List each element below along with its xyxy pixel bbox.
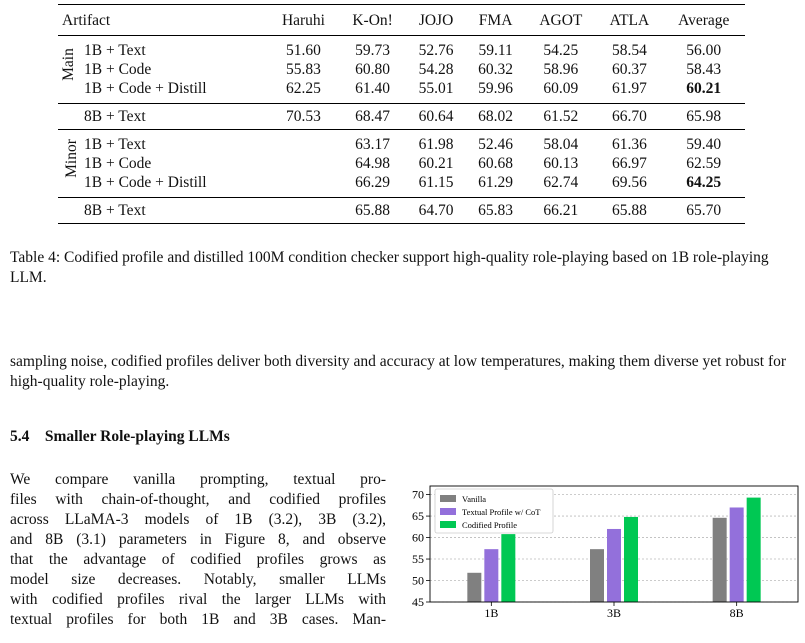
table-cell: 60.37 bbox=[611, 61, 647, 78]
header-average: Average bbox=[662, 5, 745, 36]
table-row bbox=[58, 60, 745, 79]
legend-label: Vanilla bbox=[462, 494, 487, 504]
table-cell: 54.25 bbox=[543, 42, 579, 59]
table-cell: 52.46 bbox=[466, 130, 526, 155]
reference-row bbox=[58, 198, 745, 224]
section-number: 5.4 bbox=[10, 428, 30, 445]
table-cell: 59.73 bbox=[355, 42, 391, 59]
table-cell: 62.74 bbox=[543, 174, 579, 191]
table-header-row bbox=[58, 5, 745, 36]
table-row bbox=[58, 36, 745, 61]
bar-codified-profile-3b bbox=[624, 517, 638, 602]
best-average-value: 64.25 bbox=[686, 174, 722, 191]
chart-legend bbox=[435, 489, 553, 533]
table-cell bbox=[662, 79, 745, 104]
body-paragraph: sampling noise, codified profiles deliver both diversity and accuracy at low temperatures, making them diverse yet robust for high-quality role-playing. bbox=[10, 353, 787, 390]
section-paragraph bbox=[10, 470, 386, 630]
table-cell: 59.11 bbox=[478, 42, 513, 59]
table-row bbox=[58, 173, 745, 198]
table-cell: 66.21 bbox=[525, 198, 596, 224]
table-cell bbox=[662, 173, 745, 198]
row-artifact-name: 1B + Code + Distill bbox=[84, 80, 207, 97]
paragraph-line: textual profiles for both 1B and 3B cases. Man- bbox=[10, 611, 386, 628]
model-size-bar-chart bbox=[388, 478, 802, 643]
table-cell: 69.56 bbox=[611, 174, 647, 191]
table-cell: 68.47 bbox=[339, 104, 406, 130]
table-cell: 59.40 bbox=[662, 130, 745, 155]
table-cell: 70.53 bbox=[268, 104, 339, 130]
table-caption: Table 4: Codified profile and distilled 100M condition checker support high-quality role-playing based on 1B role-playing LLM. bbox=[10, 249, 769, 286]
group-label: Main bbox=[59, 47, 77, 81]
header-fma: FMA bbox=[466, 5, 526, 36]
table-row bbox=[58, 154, 745, 173]
header-haruhi: Haruhi bbox=[268, 5, 339, 36]
table-cell bbox=[268, 198, 339, 224]
table-cell: 61.15 bbox=[418, 174, 454, 191]
table-cell: 65.88 bbox=[596, 198, 662, 224]
table-cell: 65.83 bbox=[466, 198, 526, 224]
section-title: Smaller Role-playing LLMs bbox=[44, 428, 230, 445]
header-jojo: JOJO bbox=[406, 5, 466, 36]
table-cell bbox=[268, 154, 339, 173]
table-cell: 60.64 bbox=[406, 104, 466, 130]
bar-textual-profile-w-cot-1b bbox=[484, 549, 498, 602]
results-table bbox=[58, 4, 745, 224]
legend-label: Textual Profile w/ CoT bbox=[462, 507, 541, 517]
table-cell: 58.54 bbox=[611, 42, 647, 59]
table-cell: 54.28 bbox=[418, 61, 454, 78]
table-cell: 60.21 bbox=[418, 155, 454, 172]
header-k-on: K-On! bbox=[339, 5, 406, 36]
row-artifact-name: 8B + Text bbox=[58, 198, 268, 224]
table-cell: 61.97 bbox=[611, 80, 647, 97]
bar-vanilla-8b bbox=[713, 518, 727, 602]
section-heading bbox=[10, 428, 230, 446]
header-agot: AGOT bbox=[525, 5, 596, 36]
table-cell: 65.98 bbox=[662, 104, 745, 130]
y-tick-label: 65 bbox=[412, 509, 424, 524]
legend-swatch bbox=[440, 508, 456, 515]
row-artifact-name: 8B + Text bbox=[58, 104, 268, 130]
table-cell: 52.76 bbox=[418, 42, 454, 59]
y-tick-label: 45 bbox=[412, 595, 424, 609]
table-cell: 65.88 bbox=[339, 198, 406, 224]
table-cell: 58.96 bbox=[543, 61, 579, 78]
table-cell: 60.09 bbox=[543, 80, 579, 97]
x-tick-label: 3B bbox=[606, 606, 622, 620]
table-cell: 59.96 bbox=[478, 80, 514, 97]
x-tick-label: 8B bbox=[729, 606, 744, 620]
table-cell: 64.98 bbox=[355, 155, 391, 172]
table-cell: 61.40 bbox=[355, 80, 391, 97]
table-cell: 55.01 bbox=[418, 80, 454, 97]
table-row bbox=[58, 130, 745, 155]
table-cell bbox=[268, 130, 339, 155]
y-tick-label: 50 bbox=[412, 573, 424, 588]
table-cell: 55.83 bbox=[286, 61, 321, 78]
paragraph-line: with codified profiles rival the larger LLMs with bbox=[10, 591, 386, 608]
table-cell: 66.97 bbox=[611, 155, 647, 172]
row-artifact-name: 1B + Code + Distill bbox=[84, 174, 207, 191]
best-average-value: 60.21 bbox=[686, 80, 722, 97]
paragraph-line: and 8B (3.1) parameters in Figure 8, and observe bbox=[10, 531, 386, 548]
table-cell: 60.68 bbox=[478, 155, 514, 172]
bar-codified-profile-8b bbox=[747, 498, 761, 602]
row-artifact-name: 1B + Text bbox=[58, 130, 268, 155]
table-cell: 51.60 bbox=[286, 42, 321, 59]
table-cell: 56.00 bbox=[686, 42, 722, 59]
table-cell: 61.52 bbox=[525, 104, 596, 130]
reference-row bbox=[58, 104, 745, 130]
paragraph-line: We compare vanilla prompting, textual pro- bbox=[10, 471, 386, 488]
header-artifact: Artifact bbox=[58, 5, 268, 36]
paragraph-line: that the advantage of codified profiles grows as bbox=[10, 551, 386, 568]
y-tick-label: 55 bbox=[412, 552, 424, 567]
table-cell: 68.02 bbox=[466, 104, 526, 130]
table-cell bbox=[268, 173, 339, 198]
table-cell: 65.70 bbox=[662, 198, 745, 224]
x-tick-label: 1B bbox=[484, 606, 499, 620]
table-cell: 60.80 bbox=[355, 61, 391, 78]
group-label: Minor bbox=[62, 138, 80, 178]
legend-label: Codified Profile bbox=[462, 520, 518, 530]
table-cell: 64.70 bbox=[406, 198, 466, 224]
y-tick-label: 60 bbox=[412, 530, 424, 545]
paragraph-line: files with chain-of-thought, and codified profiles bbox=[10, 491, 386, 508]
table-cell: 60.32 bbox=[478, 61, 514, 78]
y-tick-label: 70 bbox=[412, 487, 424, 502]
table-cell: 63.17 bbox=[339, 130, 406, 155]
table-cell: 61.29 bbox=[478, 174, 514, 191]
table-cell: 66.29 bbox=[355, 174, 391, 191]
paragraph-line: model size decreases. Notably, smaller LLMs bbox=[10, 571, 386, 588]
row-artifact-name: 1B + Code bbox=[84, 155, 152, 172]
bar-codified-profile-1b bbox=[501, 534, 515, 602]
bar-vanilla-3b bbox=[590, 549, 604, 602]
header-atla: ATLA bbox=[596, 5, 662, 36]
table-cell: 62.59 bbox=[686, 155, 722, 172]
paragraph-line: across LLaMA-3 models of 1B (3.2), 3B (3.2), bbox=[10, 511, 386, 528]
table-row bbox=[58, 79, 745, 104]
row-artifact-name: 1B + Code bbox=[84, 61, 152, 78]
bar-vanilla-1b bbox=[467, 573, 481, 602]
table-cell: 58.43 bbox=[686, 61, 722, 78]
table-cell: 60.13 bbox=[543, 155, 579, 172]
legend-swatch bbox=[440, 521, 456, 528]
table-cell: 66.70 bbox=[596, 104, 662, 130]
bar-textual-profile-w-cot-3b bbox=[607, 529, 621, 602]
table-cell: 61.98 bbox=[406, 130, 466, 155]
legend-swatch bbox=[440, 495, 456, 502]
table-cell: 61.36 bbox=[596, 130, 662, 155]
table-cell: 62.25 bbox=[286, 80, 321, 97]
row-artifact-name: 1B + Text bbox=[84, 42, 146, 59]
table-cell: 58.04 bbox=[525, 130, 596, 155]
bar-textual-profile-w-cot-8b bbox=[730, 507, 744, 602]
